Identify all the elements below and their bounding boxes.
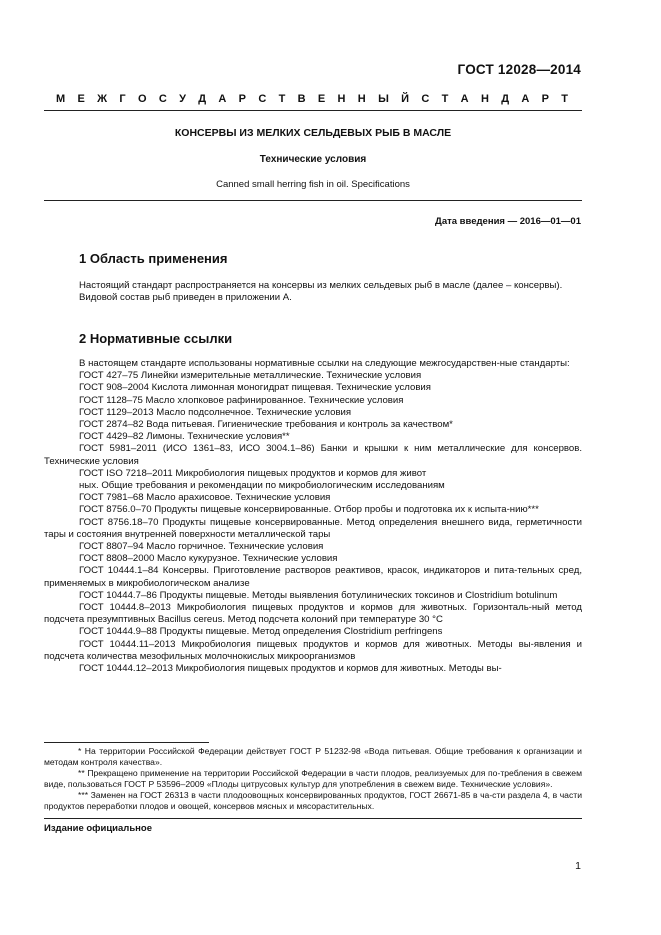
gost-number: ГОСТ 12028—2014 [457, 62, 581, 77]
top-rule [44, 110, 582, 111]
reference-line: ГОСТ 427–75 Линейки измерительные металлические. Технические условия [79, 370, 422, 382]
section-2-body [44, 358, 582, 675]
section-1-paragraph: Настоящий стандарт распространяется на консервы из мелких сельдевых рыб в масле (далее – консервы). [79, 280, 563, 291]
footnotes [44, 746, 582, 813]
reference-line: ГОСТ 8756.18–70 Продукты пищевые консервированные. Метод определения внешнего вида, герметичности тары и состояния внутренней поверхности металлической тары [44, 516, 582, 540]
section-1-heading: 1 Область применения [79, 251, 228, 266]
footnote-rule [44, 742, 209, 743]
introduction-date: Дата введения — 2016—01—01 [435, 216, 581, 227]
section-1-body [44, 280, 582, 304]
english-title: Canned small herring fish in oil. Specifications [216, 179, 410, 190]
footnote: ** Прекращено применение на территории Российской Федерации в части плодов, реализуемых для по-требления в свежем виде, пользоваться ГОСТ Р 53596–2009 «Плоды цитрусовых культур для употребления в свежем виде. Технические условия». [44, 768, 582, 789]
reference-line: ГОСТ 8756.0–70 Продукты пищевые консервированные. Отбор пробы и подготовка их к испыта-нию*** [79, 504, 539, 516]
reference-line: ГОСТ 1129–2013 Масло подсолнечное. Технические условия [79, 406, 352, 418]
reference-line: ГОСТ 10444.12–2013 Микробиология пищевых продуктов и кормов для животных. Методы вы- [79, 663, 502, 675]
reference-line: ГОСТ 8807–94 Масло горчичное. Технические условия [79, 541, 324, 553]
reference-line: ГОСТ 8808–2000 Масло кукурузное. Технические условия [79, 553, 338, 565]
reference-line: В настоящем стандарте использованы нормативные ссылки на следующие межгосударствен-ные стандарты: [79, 358, 570, 369]
bottom-rule [44, 818, 582, 819]
reference-line: ных. Общие требования и рекомендации по микробиологическим исследованиям [79, 480, 445, 492]
reference-line: ГОСТ 2874–82 Вода питьевая. Гигиенические требования и контроль за качеством* [79, 419, 453, 431]
footnote: *** Заменен на ГОСТ 26313 в части плодоовощных консервированных продуктов, ГОСТ 26671-85 в ча-сти раздела 4, в части продуктов переработки плодов и овощей, консервов мясных и мясорастительных. [44, 790, 582, 811]
reference-line: ГОСТ 10444.11–2013 Микробиология пищевых продуктов и кормов для животных. Методы вы-явления и подсчета количества мезофильных молочнокислых микроорганизмов [44, 638, 582, 662]
document-subtitle: Технические условия [259, 154, 367, 165]
title-rule [44, 200, 582, 201]
footnote: * На территории Российской Федерации действует ГОСТ Р 51232-98 «Вода питьевая. Общие требования к организации и методам контроля качества». [44, 746, 582, 767]
reference-line: ГОСТ 7981–68 Масло арахисовое. Технические условия [79, 492, 331, 504]
section-2-heading: 2 Нормативные ссылки [79, 331, 233, 346]
reference-line: ГОСТ 10444.1–84 Консервы. Приготовление растворов реактивов, красок, индикаторов и пита-тельных сред, применяемых в микробиологическом анализе [44, 565, 582, 589]
reference-line: ГОСТ 10444.8–2013 Микробиология пищевых продуктов и кормов для животных. Горизонталь-ный метод подсчета презумптивных Bacillus cereus. Метод подсчета колоний при температуре 30 °С [44, 602, 582, 626]
reference-line: ГОСТ 908–2004 Кислота лимонная моногидрат пищевая. Технические условия [79, 382, 431, 394]
edition-label: Издание официальное [44, 823, 152, 834]
reference-line: ГОСТ 5981–2011 (ИСО 1361–83, ИСО 3004.1–86) Банки и крышки к ним металлические для консервов. Технические условия [44, 443, 582, 467]
document-title: КОНСЕРВЫ ИЗ МЕЛКИХ СЕЛЬДЕВЫХ РЫБ В МАСЛЕ [174, 127, 452, 139]
reference-line: ГОСТ 4429–82 Лимоны. Технические условия** [79, 431, 290, 443]
section-1-paragraph: Видовой состав рыб приведен в приложении А. [79, 292, 292, 304]
page-number: 1 [575, 860, 581, 872]
reference-line: ГОСТ 1128–75 Масло хлопковое рафинированное. Технические условия [79, 394, 404, 406]
reference-line: ГОСТ 10444.9–88 Продукты пищевые. Метод определения Clostridium perfringens [79, 626, 443, 638]
reference-line: ГОСТ ISO 7218–2011 Микробиология пищевых продуктов и кормов для живот [79, 467, 427, 479]
reference-line: ГОСТ 10444.7–86 Продукты пищевые. Методы выявления ботулинических токсинов и Clostridium botulinum [79, 589, 558, 601]
standard-type-banner: М Е Ж Г О С У Д А Р С Т В Е Н Н Ы Й С Т А Н Д А Р Т [56, 93, 568, 105]
